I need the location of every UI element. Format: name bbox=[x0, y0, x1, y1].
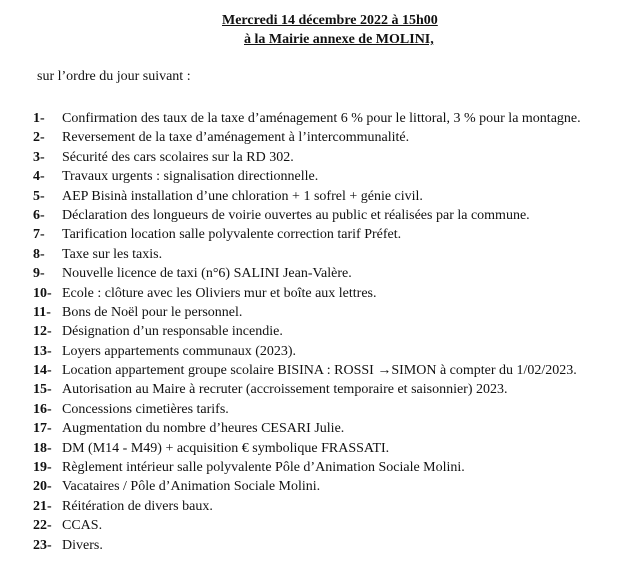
agenda-item-number: 19- bbox=[33, 460, 52, 476]
agenda-item-text: Augmentation du nombre d’heures CESARI Julie. bbox=[62, 421, 345, 437]
agenda-item-number: 4- bbox=[33, 169, 45, 185]
meeting-location-line: à la Mairie annexe de MOLINI, bbox=[244, 32, 434, 47]
agenda-item-number: 1- bbox=[33, 111, 45, 126]
agenda-item-text: Reversement de la taxe d’aménagement à l’intercommunalité. bbox=[62, 130, 410, 146]
agenda-item-text: Taxe sur les taxis. bbox=[62, 246, 163, 262]
agenda-item-text: AEP Bisinà installation d’une chloration + 1 sofrel + génie civil. bbox=[62, 188, 423, 204]
agenda-item-number: 3- bbox=[33, 149, 45, 165]
agenda-item-text: Location appartement groupe scolaire BISINA : ROSSI →SIMON à compter du 1/02/2023. bbox=[62, 363, 577, 379]
agenda-intro: sur l’ordre du jour suivant : bbox=[37, 69, 191, 84]
agenda-item-text: Tarification location salle polyvalente correction tarif Préfet. bbox=[62, 227, 402, 243]
agenda-item-text: CCAS. bbox=[62, 518, 103, 534]
agenda-item-text: Autorisation au Maire à recruter (accroissement temporaire et saisonnier) 2023. bbox=[62, 382, 508, 398]
agenda-item-number: 18- bbox=[33, 440, 52, 456]
agenda-item-number: 7- bbox=[33, 227, 45, 243]
agenda-item-number: 6- bbox=[33, 207, 45, 223]
agenda-item-text: Vacataires / Pôle d’Animation Sociale Molini. bbox=[62, 479, 321, 495]
agenda-item-number: 2- bbox=[33, 130, 45, 146]
agenda-item-number: 16- bbox=[33, 401, 52, 417]
agenda-item-text: Travaux urgents : signalisation directionnelle. bbox=[62, 169, 319, 185]
agenda-item-number: 13- bbox=[33, 343, 52, 359]
agenda-item-text: DM (M14 - M49) + acquisition € symbolique FRASSATI. bbox=[62, 440, 390, 456]
agenda-item-number: 10- bbox=[33, 285, 52, 301]
meeting-date-line: Mercredi 14 décembre 2022 à 15h00 bbox=[222, 13, 438, 28]
agenda-item-number: 14- bbox=[33, 363, 52, 379]
agenda-item-text: Divers. bbox=[62, 537, 103, 553]
agenda-item-number: 11- bbox=[33, 304, 51, 320]
agenda-item-text: Concessions cimetières tarifs. bbox=[62, 401, 229, 417]
agenda-item-number: 22- bbox=[33, 518, 52, 534]
agenda-item-text: Déclaration des longueurs de voirie ouvertes au public et réalisées par la commune. bbox=[62, 207, 530, 223]
agenda-item-number: 17- bbox=[33, 421, 52, 437]
agenda-item-number: 12- bbox=[33, 324, 52, 340]
agenda-item-number: 9- bbox=[33, 266, 45, 282]
agenda-item-number: 8- bbox=[33, 246, 45, 262]
agenda-item-text: Loyers appartements communaux (2023). bbox=[62, 343, 297, 359]
agenda-item-text: Bons de Noël pour le personnel. bbox=[62, 304, 243, 320]
agenda-item-number: 21- bbox=[33, 498, 52, 514]
agenda-item-number: 15- bbox=[33, 382, 52, 398]
agenda-item-text: Sécurité des cars scolaires sur la RD 302. bbox=[62, 149, 294, 165]
agenda-item-text: Règlement intérieur salle polyvalente Pôle d’Animation Sociale Molini. bbox=[62, 460, 465, 476]
agenda-item-text: Réitération de divers baux. bbox=[62, 498, 213, 514]
meeting-header bbox=[0, 11, 636, 49]
agenda-item-text: Désignation d’un responsable incendie. bbox=[62, 324, 283, 340]
agenda-item-number: 20- bbox=[33, 479, 52, 495]
agenda-item-number: 23- bbox=[33, 537, 52, 553]
agenda-item-text: Ecole : clôture avec les Oliviers mur et boîte aux lettres. bbox=[62, 285, 377, 301]
agenda-item-number: 5- bbox=[33, 188, 45, 204]
agenda-item-text: Confirmation des taux de la taxe d’aménagement 6 % pour le littoral, 3 % pour la montagne. bbox=[62, 111, 581, 126]
agenda-item-text: Nouvelle licence de taxi (n°6) SALINI Jean-Valère. bbox=[62, 266, 352, 282]
